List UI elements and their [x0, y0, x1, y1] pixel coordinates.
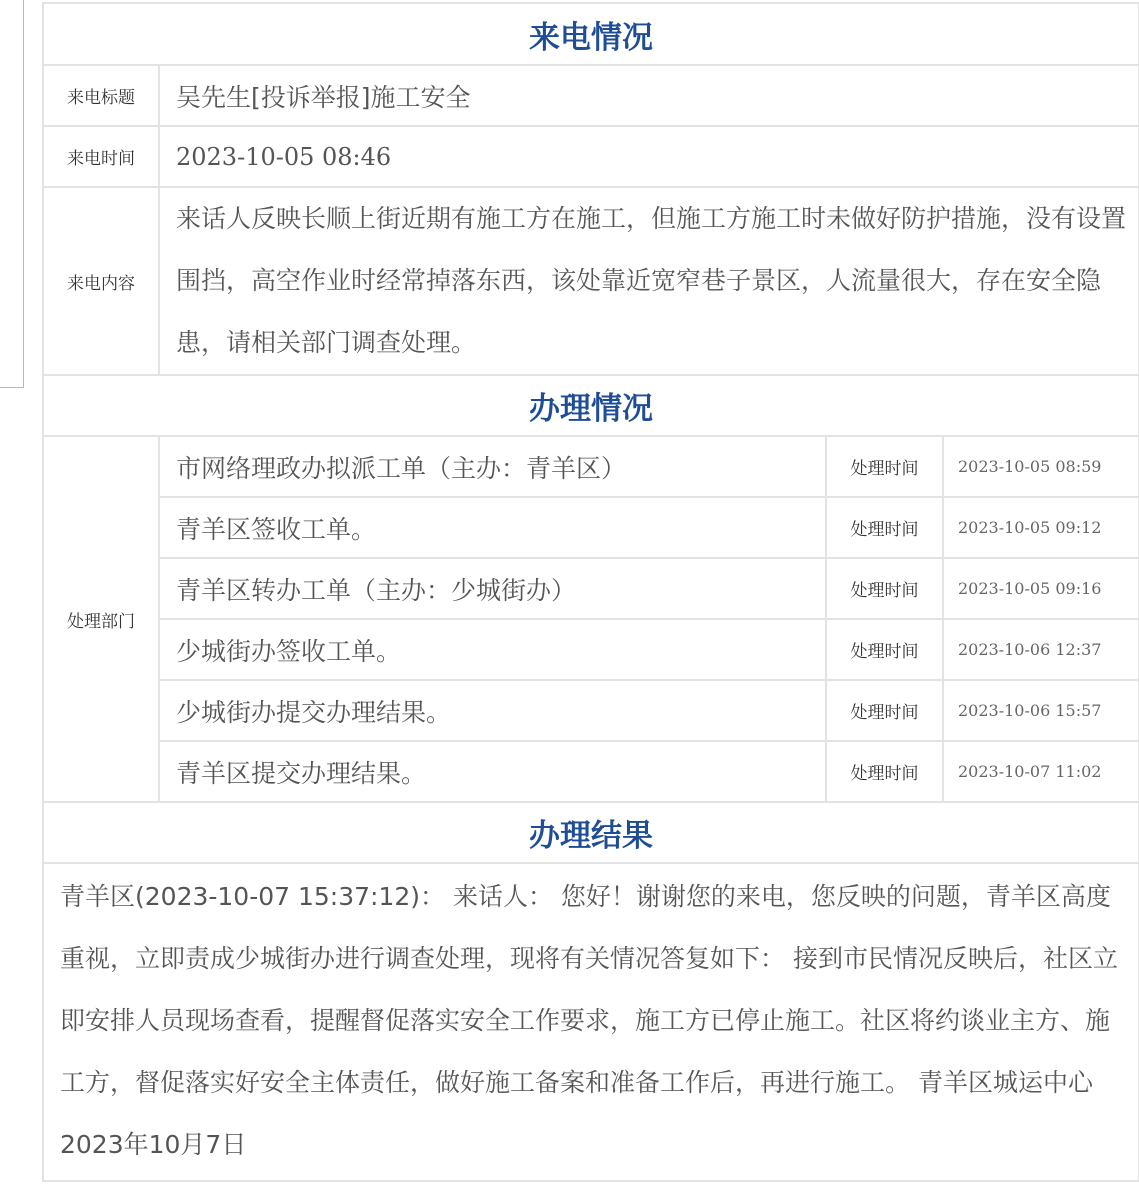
call-time-value: 2023-10-05 08:46	[159, 126, 1139, 187]
handling-step-text: 青羊区转办工单（主办：少城街办）	[159, 558, 826, 619]
handling-step-time: 2023-10-05 08:59	[943, 436, 1139, 497]
handling-step-time: 2023-10-07 11:02	[943, 741, 1139, 802]
handling-step-text: 青羊区提交办理结果。	[159, 741, 826, 802]
hotline-detail	[42, 2, 1138, 1182]
handling-row	[43, 497, 1139, 558]
handling-time-label: 处理时间	[826, 619, 943, 680]
handling-time-label: 处理时间	[826, 558, 943, 619]
handling-step-time: 2023-10-05 09:16	[943, 558, 1139, 619]
handling-step-text: 青羊区签收工单。	[159, 497, 826, 558]
left-side-panel	[0, 0, 24, 388]
handling-step-text: 少城街办签收工单。	[159, 619, 826, 680]
call-section-title: 来电情况	[43, 3, 1139, 65]
call-content-value: 来话人反映长顺上街近期有施工方在施工，但施工方施工时未做好防护措施，没有设置围挡，高空作业时经常掉落东西，该处靠近宽窄巷子景区，人流量很大，存在安全隐患，请相关部门调查处理。	[159, 187, 1139, 375]
handling-dept-label: 处理部门	[43, 436, 159, 802]
call-title-label: 来电标题	[43, 65, 159, 126]
handling-time-label: 处理时间	[826, 436, 943, 497]
handling-row	[43, 436, 1139, 497]
handling-time-label: 处理时间	[826, 680, 943, 741]
handling-section-title: 办理情况	[43, 375, 1139, 436]
call-content-label: 来电内容	[43, 187, 159, 375]
handling-row	[43, 619, 1139, 680]
result-text: 青羊区(2023-10-07 15:37:12)： 来话人： 您好！谢谢您的来电，您反映的问题，青羊区高度重视，立即责成少城街办进行调查处理，现将有关情况答复如下： 接到市民情况反映后，社区立即安排人员现场查看，提醒督促落实安全工作要求，施工方已停止施工。社区将约谈业主方、施工方，督促落实好安全主体责任，做好施工备案和准备工作后，再进行施工。 青羊区城运中心 2023年10月7日	[43, 863, 1139, 1181]
handling-step-time: 2023-10-05 09:12	[943, 497, 1139, 558]
detail-table	[42, 2, 1139, 1182]
handling-time-label: 处理时间	[826, 741, 943, 802]
handling-row	[43, 558, 1139, 619]
call-title-value: 吴先生[投诉举报]施工安全	[159, 65, 1139, 126]
handling-time-label: 处理时间	[826, 497, 943, 558]
handling-step-time: 2023-10-06 15:57	[943, 680, 1139, 741]
handling-step-time: 2023-10-06 12:37	[943, 619, 1139, 680]
handling-step-text: 市网络理政办拟派工单（主办：青羊区）	[159, 436, 826, 497]
handling-step-text: 少城街办提交办理结果。	[159, 680, 826, 741]
handling-row	[43, 680, 1139, 741]
result-section-title: 办理结果	[43, 802, 1139, 863]
handling-row	[43, 741, 1139, 802]
call-time-label: 来电时间	[43, 126, 159, 187]
